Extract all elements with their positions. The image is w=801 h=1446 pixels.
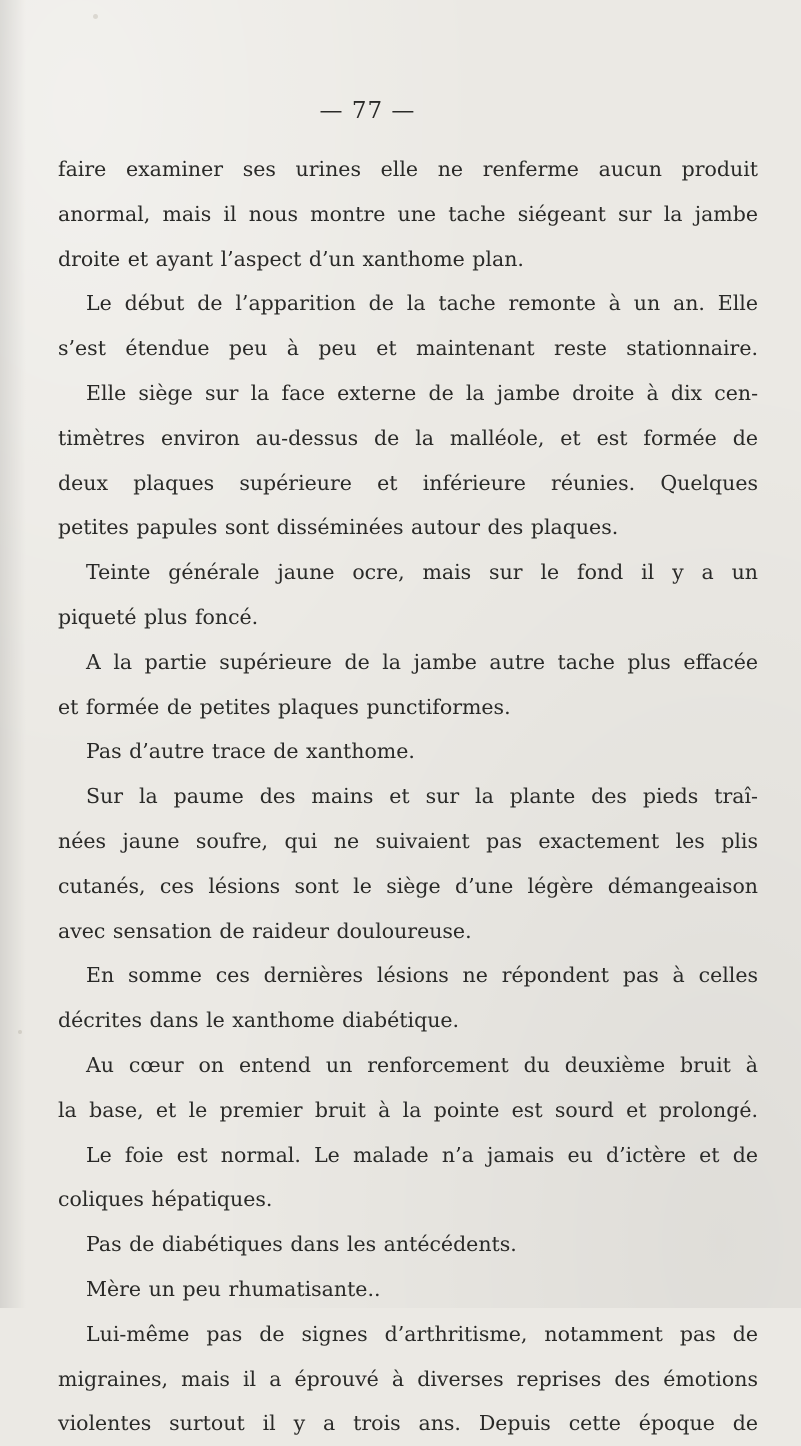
text-line: En somme ces dernières lésions ne répondent pas à celles: [86, 963, 758, 988]
text-line: Le début de l’apparition de la tache remonte à un an. Elle: [86, 291, 758, 316]
text-line: nées jaune soufre, qui ne suivaient pas exactement les plis: [58, 828, 758, 853]
text-line: avec sensation de raideur douloureuse.: [58, 918, 472, 943]
text-line: timètres environ au-dessus de la malléole, et est formée de: [58, 425, 758, 450]
text-line: Le foie est normal. Le malade n’a jamais eu d’ictère et de: [86, 1142, 758, 1167]
text-line: Pas de diabétiques dans les antécédents.: [86, 1232, 517, 1257]
text-line: A la partie supérieure de la jambe autre tache plus effacée: [86, 649, 758, 674]
text-line: droite et ayant l’aspect d’un xanthome plan.: [58, 246, 524, 271]
text-line: piqueté plus foncé.: [58, 604, 259, 629]
text-line: migraines, mais il a éprouvé à diverses reprises des émotions: [58, 1366, 758, 1391]
text-line: petites papules sont disséminées autour des plaques.: [58, 515, 619, 540]
text-line: faire examiner ses urines elle ne renferme aucun produit: [58, 157, 758, 181]
text-line: la base, et le premier bruit à la pointe est sourd et prolongé.: [58, 1097, 758, 1122]
text-line: coliques hépatiques.: [58, 1187, 273, 1212]
text-line: Elle siège sur la face externe de la jambe droite à dix cen-: [86, 380, 758, 405]
text-line: s’est étendue peu à peu et maintenant reste stationnaire.: [58, 336, 758, 361]
text-line: Sur la paume des mains et sur la plante des pieds traî-: [86, 784, 758, 809]
text-line: Lui-même pas de signes d’arthritisme, notamment pas de: [86, 1321, 758, 1346]
text-line: deux plaques supérieure et inférieure réunies. Quelques: [58, 470, 758, 495]
text-line: Pas d’autre trace de xanthome.: [86, 739, 415, 764]
text-line: cutanés, ces lésions sont le siège d’une légère démangeaison: [58, 873, 758, 898]
paper-speck: [18, 1030, 22, 1034]
page-edge-shadow: [0, 0, 26, 1308]
text-line: Au cœur on entend un renforcement du deuxième bruit à: [86, 1052, 758, 1077]
text-line: violentes surtout il y a trois ans. Depuis cette époque de: [58, 1411, 758, 1436]
text-line: anormal, mais il nous montre une tache siégeant sur la jambe: [58, 201, 758, 226]
text-line: Teinte générale jaune ocre, mais sur le fond il y a un: [86, 560, 758, 585]
paper-speck: [93, 14, 98, 19]
body-text: [58, 147, 758, 1446]
text-line: décrites dans le xanthome diabétique.: [58, 1008, 460, 1033]
page-number: — 77 —: [319, 98, 416, 124]
text-line: Mère un peu rhumatisante..: [86, 1276, 381, 1301]
text-line: et formée de petites plaques punctiformes.: [58, 694, 511, 719]
